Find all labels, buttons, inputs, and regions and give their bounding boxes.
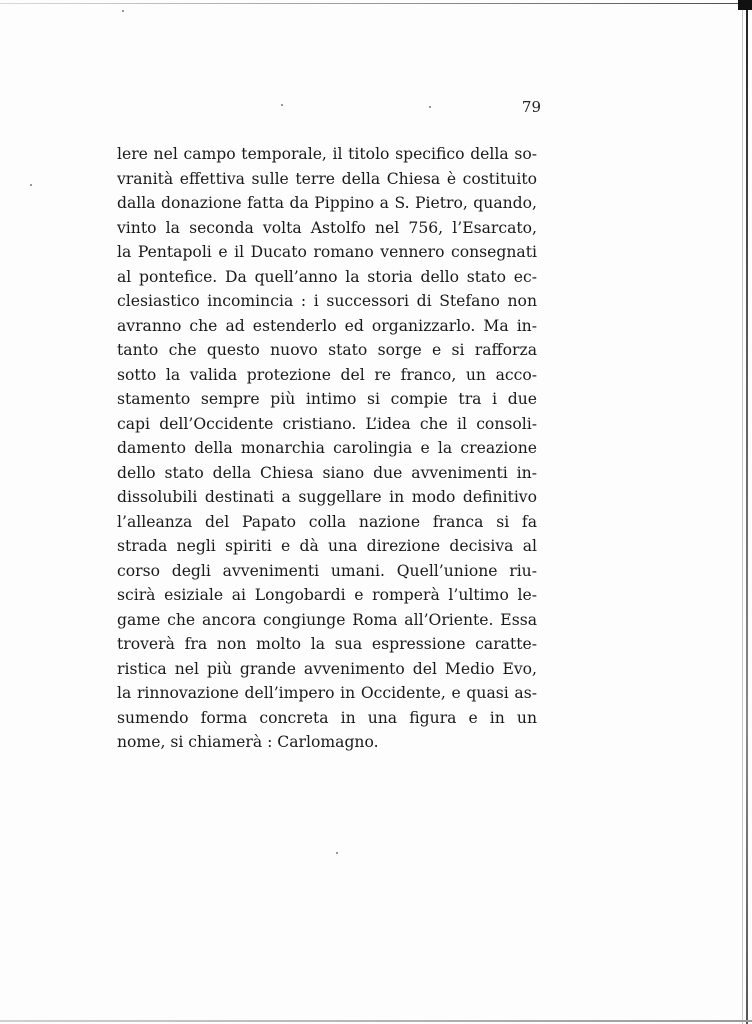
text-line: sotto la valida protezione del re franco, un acco-	[117, 365, 537, 384]
text-line: vinto la seconda volta Astolfo nel 756, l’Esarcato,	[117, 218, 537, 237]
text-line: scirà esiziale ai Longobardi e romperà l’ultimo le-	[117, 586, 537, 604]
text-line: nome, si chiamerà : Carlomagno.	[117, 733, 379, 751]
text-line: clesiastico incomincia : i successori di Stefano non	[117, 292, 537, 310]
text-line: la rinnovazione dell’impero in Occidente, e quasi as-	[117, 684, 537, 702]
text-line: strada negli spiriti e dà una direzione decisiva al	[117, 537, 537, 555]
right-page-edge	[746, 0, 748, 1024]
scan-speck	[281, 104, 283, 106]
text-line: dissolubili destinati a suggellare in modo definitivo	[117, 488, 537, 506]
corner-mark	[738, 0, 752, 10]
text-line: vranità effettiva sulle terre della Chiesa è costituito	[117, 169, 537, 188]
text-line: sumendo forma concreta in una figura e in un	[117, 708, 537, 727]
scan-speck	[336, 852, 338, 854]
text-line: troverà fra non molto la sua espressione caratte-	[117, 635, 537, 653]
text-line: stamento sempre più intimo si compie tra i due	[117, 390, 537, 408]
text-line: tanto che questo nuovo stato sorge e si rafforza	[117, 341, 537, 359]
text-line: corso degli avvenimenti umani. Quell’unione riu-	[117, 561, 537, 580]
body-text	[117, 142, 537, 755]
text-line: l’alleanza del Papato colla nazione franca si fa	[117, 512, 537, 531]
scan-speck	[122, 10, 124, 12]
scan-speck	[30, 184, 32, 186]
text-line: capi dell’Occidente cristiano. L’idea che il consoli-	[117, 414, 537, 433]
text-line: dello stato della Chiesa siano due avvenimenti in-	[117, 463, 537, 482]
top-page-edge	[0, 3, 752, 4]
text-line: avranno che ad estenderlo ed organizzarlo. Ma in-	[117, 316, 537, 335]
text-line: la Pentapoli e il Ducato romano vennero consegnati	[117, 243, 537, 261]
text-line: dalla donazione fatta da Pippino a S. Pietro, quando,	[117, 194, 537, 212]
text-line: al pontefice. Da quell’anno la storia dello stato ec-	[117, 267, 537, 286]
right-page-edge-inner	[742, 0, 743, 1024]
text-line: lere nel campo temporale, il titolo specifico della so-	[117, 145, 537, 163]
bottom-page-edge	[0, 1020, 752, 1022]
page-number: 79	[521, 98, 541, 116]
scan-speck	[429, 106, 431, 108]
text-line: game che ancora congiunge Roma all’Oriente. Essa	[117, 610, 537, 629]
text-line: ristica nel più grande avvenimento del Medio Evo,	[117, 659, 537, 678]
text-line: damento della monarchia carolingia e la creazione	[117, 439, 537, 457]
